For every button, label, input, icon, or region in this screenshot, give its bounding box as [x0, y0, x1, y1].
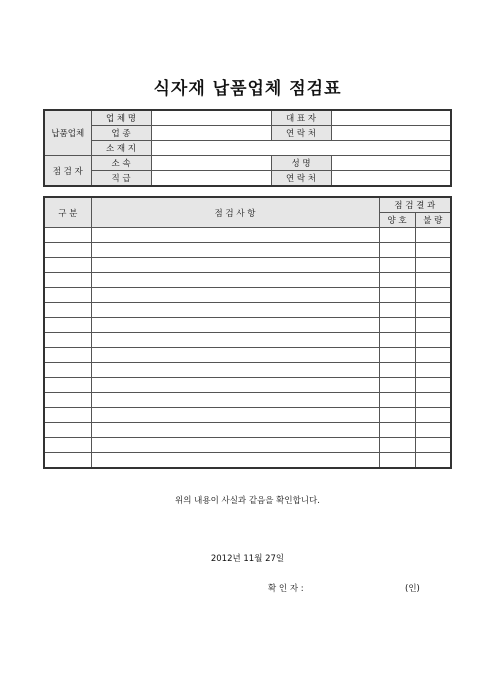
check-item-cell[interactable]	[91, 318, 379, 333]
bad-cell[interactable]	[415, 273, 451, 288]
check-item-cell[interactable]	[91, 258, 379, 273]
category-cell[interactable]	[44, 438, 91, 453]
supplier-contact-field[interactable]	[331, 126, 451, 141]
address-label: 소 재 지	[91, 141, 151, 156]
check-item-cell[interactable]	[91, 393, 379, 408]
table-row	[44, 333, 451, 348]
good-cell[interactable]	[379, 273, 415, 288]
bad-cell[interactable]	[415, 333, 451, 348]
good-cell[interactable]	[379, 423, 415, 438]
good-cell[interactable]	[379, 348, 415, 363]
bad-cell[interactable]	[415, 303, 451, 318]
good-cell[interactable]	[379, 363, 415, 378]
address-field[interactable]	[151, 141, 451, 156]
table-row	[44, 243, 451, 258]
bad-cell[interactable]	[415, 438, 451, 453]
bad-header: 불 량	[415, 213, 451, 228]
representative-field[interactable]	[331, 110, 451, 126]
bad-cell[interactable]	[415, 348, 451, 363]
result-header: 점 검 결 과	[379, 197, 451, 213]
bad-cell[interactable]	[415, 453, 451, 469]
category-cell[interactable]	[44, 243, 91, 258]
category-cell[interactable]	[44, 453, 91, 469]
inspector-contact-field[interactable]	[331, 171, 451, 187]
check-item-cell[interactable]	[91, 348, 379, 363]
good-cell[interactable]	[379, 258, 415, 273]
good-cell[interactable]	[379, 438, 415, 453]
check-item-cell[interactable]	[91, 363, 379, 378]
supplier-contact-label: 연 락 처	[271, 126, 331, 141]
representative-label: 대 표 자	[271, 110, 331, 126]
business-type-label: 업 종	[91, 126, 151, 141]
check-item-cell[interactable]	[91, 438, 379, 453]
position-field[interactable]	[151, 171, 271, 187]
table-row	[44, 408, 451, 423]
category-cell[interactable]	[44, 348, 91, 363]
check-items-header: 점 검 사 항	[91, 197, 379, 228]
category-cell[interactable]	[44, 378, 91, 393]
category-cell[interactable]	[44, 408, 91, 423]
department-field[interactable]	[151, 156, 271, 171]
check-item-cell[interactable]	[91, 453, 379, 469]
supplier-section-label: 납품업체	[44, 110, 91, 156]
good-cell[interactable]	[379, 243, 415, 258]
category-cell[interactable]	[44, 318, 91, 333]
good-header: 양 호	[379, 213, 415, 228]
bad-cell[interactable]	[415, 393, 451, 408]
supplier-info-table	[43, 109, 452, 187]
bad-cell[interactable]	[415, 243, 451, 258]
bad-cell[interactable]	[415, 258, 451, 273]
check-item-cell[interactable]	[91, 333, 379, 348]
category-cell[interactable]	[44, 363, 91, 378]
table-row	[44, 348, 451, 363]
table-row	[44, 228, 451, 243]
inspection-checklist-table	[43, 196, 452, 469]
checklist-rows	[44, 228, 451, 469]
check-item-cell[interactable]	[91, 288, 379, 303]
table-row	[44, 423, 451, 438]
check-item-cell[interactable]	[91, 228, 379, 243]
category-cell[interactable]	[44, 228, 91, 243]
table-row	[44, 453, 451, 469]
table-row	[44, 438, 451, 453]
table-row	[44, 288, 451, 303]
category-cell[interactable]	[44, 333, 91, 348]
table-row	[44, 258, 451, 273]
inspector-section-label: 점 검 자	[44, 156, 91, 187]
position-label: 직 급	[91, 171, 151, 187]
check-item-cell[interactable]	[91, 378, 379, 393]
bad-cell[interactable]	[415, 423, 451, 438]
inspector-contact-label: 연 락 처	[271, 171, 331, 187]
good-cell[interactable]	[379, 408, 415, 423]
good-cell[interactable]	[379, 333, 415, 348]
table-row	[44, 273, 451, 288]
good-cell[interactable]	[379, 288, 415, 303]
check-item-cell[interactable]	[91, 273, 379, 288]
good-cell[interactable]	[379, 378, 415, 393]
check-item-cell[interactable]	[91, 243, 379, 258]
inspector-name-field[interactable]	[331, 156, 451, 171]
good-cell[interactable]	[379, 303, 415, 318]
confirmer-label: 확 인 자 :	[268, 584, 304, 594]
category-cell[interactable]	[44, 273, 91, 288]
check-item-cell[interactable]	[91, 408, 379, 423]
bad-cell[interactable]	[415, 408, 451, 423]
department-label: 소 속	[91, 156, 151, 171]
company-name-label: 업 체 명	[91, 110, 151, 126]
category-cell[interactable]	[44, 393, 91, 408]
bad-cell[interactable]	[415, 378, 451, 393]
confirmation-statement: 위의 내용이 사실과 같음을 확인합니다.	[175, 496, 320, 506]
table-row	[44, 318, 451, 333]
table-row	[44, 378, 451, 393]
bad-cell[interactable]	[415, 363, 451, 378]
good-cell[interactable]	[379, 453, 415, 469]
category-cell[interactable]	[44, 288, 91, 303]
good-cell[interactable]	[379, 228, 415, 243]
page-title: 식자재 납품업체 점검표	[153, 79, 342, 99]
table-row	[44, 393, 451, 408]
bad-cell[interactable]	[415, 318, 451, 333]
company-name-field[interactable]	[151, 110, 271, 126]
good-cell[interactable]	[379, 318, 415, 333]
category-header: 구 분	[44, 197, 91, 228]
document-date: 2012년 11월 27일	[210, 554, 285, 564]
bad-cell[interactable]	[415, 288, 451, 303]
category-cell[interactable]	[44, 258, 91, 273]
seal-mark: (인)	[405, 584, 420, 594]
bad-cell[interactable]	[415, 228, 451, 243]
inspector-name-label: 성 명	[271, 156, 331, 171]
good-cell[interactable]	[379, 393, 415, 408]
table-row	[44, 363, 451, 378]
category-cell[interactable]	[44, 423, 91, 438]
table-row	[44, 303, 451, 318]
category-cell[interactable]	[44, 303, 91, 318]
check-item-cell[interactable]	[91, 423, 379, 438]
business-type-field[interactable]	[151, 126, 271, 141]
check-item-cell[interactable]	[91, 303, 379, 318]
